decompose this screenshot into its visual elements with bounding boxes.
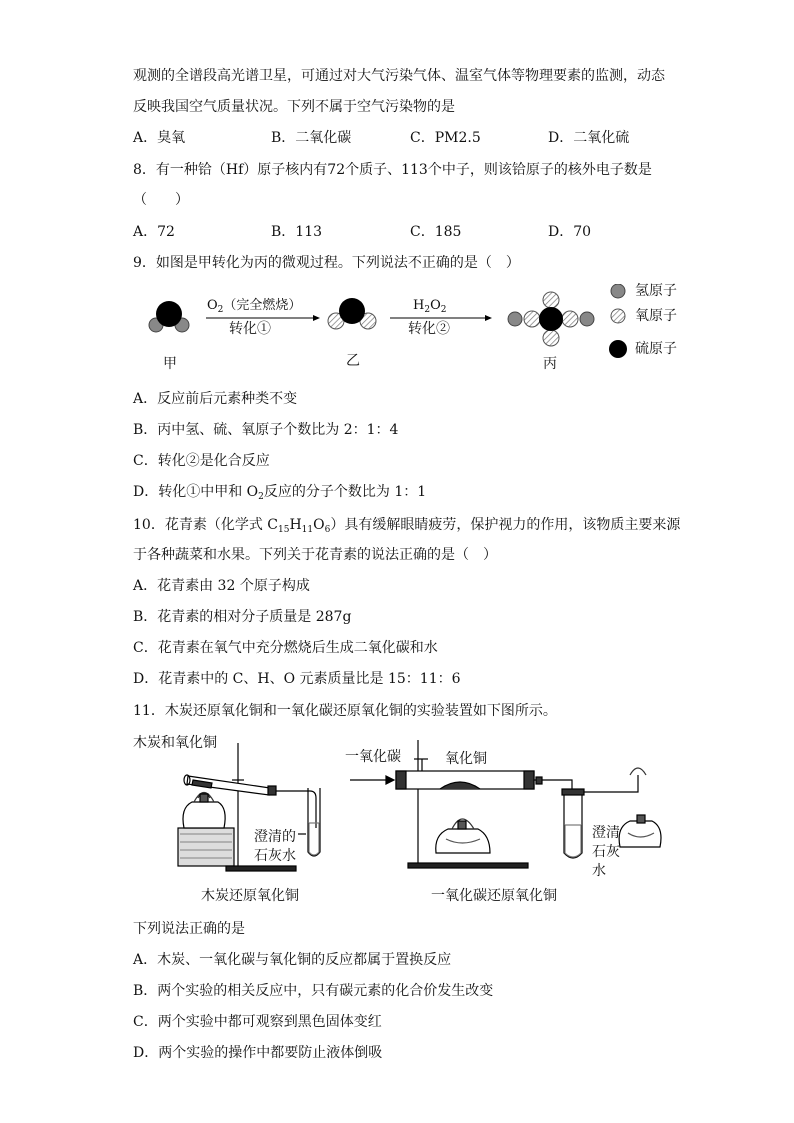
q11-option-d: D．两个实验的操作中都要防止液体倒吸 <box>133 1045 383 1061</box>
legend-hydrogen-icon <box>611 284 625 298</box>
charcoal-copper-oxide-label: 木炭和氧化铜 <box>133 735 217 751</box>
copper-oxide-label: 氧化铜 <box>445 751 487 767</box>
intro-option-c: C．PM2.5 <box>410 130 481 146</box>
co-gas-label: 一氧化碳 <box>345 749 401 765</box>
q10-option-d: D．花青素中的 C、H、O 元素质量比是 15：11：6 <box>133 671 461 687</box>
q9-option-d: D．转化①中甲和 $O_2$反应的分子个数比为 1：1 <box>133 484 427 502</box>
label-jia: 甲 <box>163 356 177 372</box>
molecule-bing <box>508 292 594 346</box>
q8-paren: （ ） <box>133 192 189 208</box>
legend-oxygen-label: 氧原子 <box>635 308 677 324</box>
charcoal-caption: 木炭还原氧化铜 <box>201 888 299 904</box>
intro-option-d: D．二氧化硫 <box>548 130 630 146</box>
q10-stem-line-2: 于各种蔬菜和水果。下列关于花青素的说法正确的是（ ） <box>133 547 497 563</box>
label-bing: 丙 <box>543 356 557 372</box>
legend <box>609 284 627 358</box>
q10-stem: 10．花青素（化学式 $C_{15}H_{11}O_6$）具有缓解眼睛疲劳，保护视力的作用，该物质主要来源 <box>133 517 681 535</box>
q8-option-d: D．70 <box>548 224 592 240</box>
q8-option-c: C．185 <box>410 224 462 240</box>
q9-stem: 9．如图是甲转化为丙的微观过程。下列说法不正确的是（ ） <box>133 255 520 271</box>
q9-option-c: C．转化②是化合反应 <box>133 453 270 469</box>
q11-option-c: C．两个实验中都可观察到黑色固体变红 <box>133 1014 382 1030</box>
q9-option-a: A．反应前后元素种类不变 <box>133 391 298 407</box>
legend-sulfur-icon <box>609 340 627 358</box>
q10-option-c: C．花青素在氧气中充分燃烧后生成二氧化碳和水 <box>133 640 438 656</box>
legend-hydrogen-label: 氢原子 <box>635 283 677 299</box>
intro-option-b: B．二氧化碳 <box>271 130 352 146</box>
label-yi: 乙 <box>346 353 360 369</box>
limewater-label-left-1: 澄清的 <box>254 829 296 845</box>
q10-option-b: B．花青素的相对分子质量是 287g <box>133 609 352 625</box>
intro-option-a: A．臭氧 <box>133 130 186 146</box>
limewater-label-right-2: 石灰 <box>592 844 620 860</box>
q8-stem: 8．有一种铪（Hf）原子核内有72个质子、113个中子，则该铪原子的核外电子数是 <box>133 162 652 178</box>
q11-stem: 11．木炭还原氧化铜和一氧化碳还原氧化铜的实验装置如下图所示。 <box>133 703 557 719</box>
arrow-2-bottom-label: 转化② <box>408 321 450 337</box>
arrow-1-top-label: $O_2$（完全燃烧） <box>207 298 302 315</box>
q8-option-b: B．113 <box>271 224 323 240</box>
q11-option-b: B．两个实验的相关反应中，只有碳元素的化合价发生改变 <box>133 983 494 999</box>
q10-option-a: A．花青素由 32 个原子构成 <box>133 578 310 594</box>
q8-option-a: A．72 <box>133 224 175 240</box>
arrow-1-bottom-label: 转化① <box>229 321 271 337</box>
molecule-yi <box>328 298 376 329</box>
intro-line-1: 观测的全谱段高光谱卫星，可通过对大气污染气体、温室气体等物理要素的监测，动态 <box>133 68 665 84</box>
intro-line-2: 反映我国空气质量状况。下列不属于空气污染物的是 <box>133 99 455 115</box>
legend-oxygen-icon <box>611 309 625 323</box>
molecule-jia <box>149 301 189 332</box>
limewater-label-left-2: 石灰水 <box>254 848 296 864</box>
q9-option-b: B．丙中氢、硫、氧原子个数比为 2：1：4 <box>133 422 399 438</box>
arrow-2-top-label: $H_2O_2$ <box>413 298 447 315</box>
q11-option-a: A．木炭、一氧化碳与氧化铜的反应都属于置换反应 <box>133 952 452 968</box>
co-caption: 一氧化碳还原氧化铜 <box>431 888 557 904</box>
legend-sulfur-label: 硫原子 <box>635 341 677 357</box>
limewater-label-right-1: 澄清 <box>592 825 620 841</box>
q11-lead: 下列说法正确的是 <box>133 921 245 937</box>
limewater-label-right-3: 水 <box>592 863 606 879</box>
